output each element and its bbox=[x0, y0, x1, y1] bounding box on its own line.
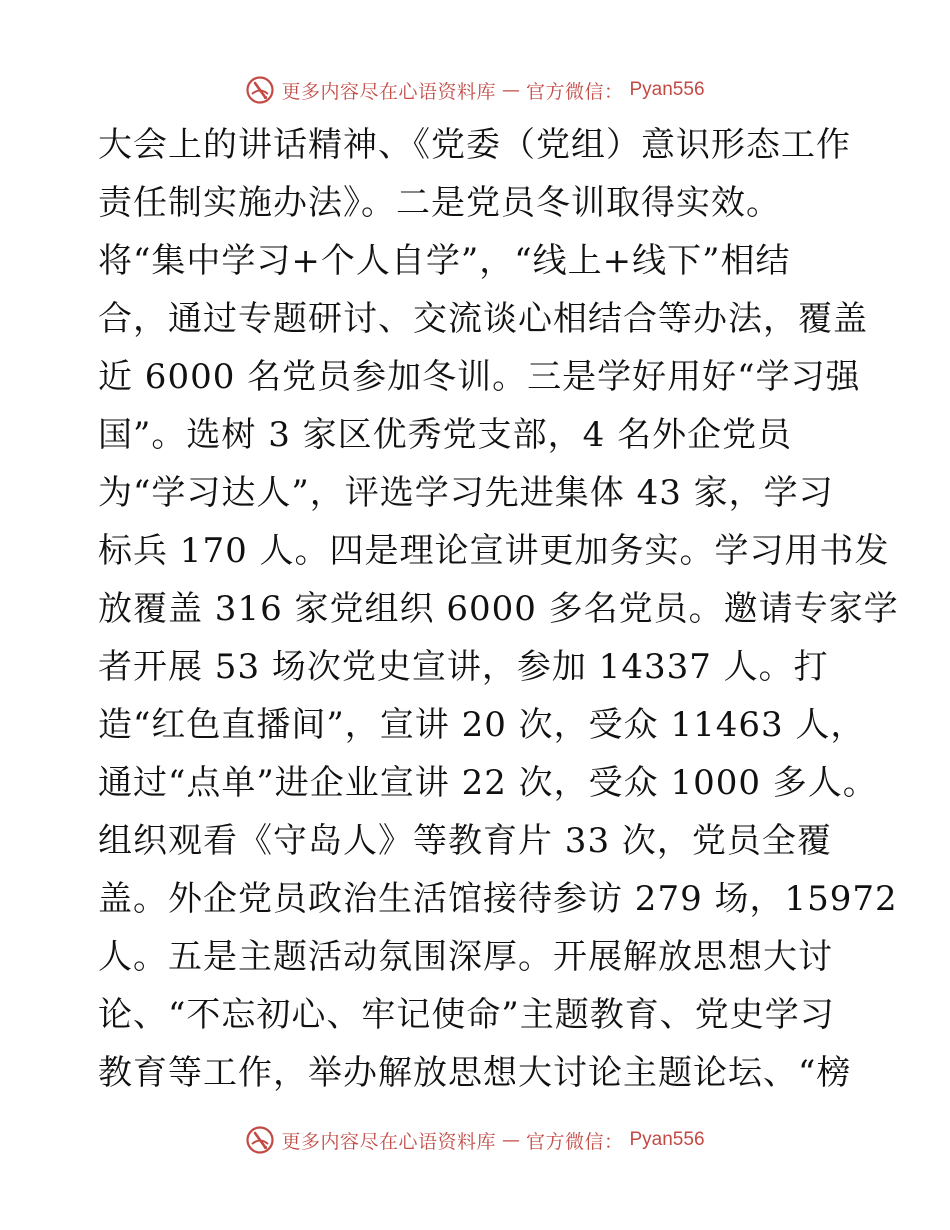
body-line: 大会上的讲话精神、《党委（党组）意识形态工作 bbox=[98, 125, 851, 165]
watermark-wechat-id: Pyan556 bbox=[629, 1129, 705, 1150]
body-line: 近 6000 名党员参加冬训。三是学好用好“学习强 bbox=[98, 357, 861, 397]
book-pen-logo-icon bbox=[245, 75, 275, 105]
body-line: 责任制实施办法》。二是党员冬训取得实效。 bbox=[98, 183, 781, 223]
body-line: 通过“点单”进企业宣讲 22 次，受众 1000 多人。 bbox=[98, 763, 878, 803]
watermark-separator: — bbox=[501, 1129, 520, 1151]
body-line: 放覆盖 316 家党组织 6000 多名党员。邀请专家学 bbox=[98, 589, 899, 629]
body-line: 教育等工作，举办解放思想大讨论主题论坛、“榜 bbox=[98, 1053, 852, 1093]
watermark-separator: — bbox=[501, 79, 520, 101]
book-pen-logo-icon bbox=[245, 1125, 275, 1155]
watermark-wechat-label: 官方微信： bbox=[525, 80, 624, 103]
body-line: 为“学习达人”，评选学习先进集体 43 家，学习 bbox=[98, 473, 834, 513]
body-line: 组织观看《守岛人》等教育片 33 次，党员全覆 bbox=[98, 821, 832, 861]
body-line: 盖。外企党员政治生活馆接待参访 279 场，15972 bbox=[98, 879, 898, 919]
header-watermark bbox=[0, 72, 950, 108]
body-line: 合，通过专题研讨、交流谈心相结合等办法，覆盖 bbox=[98, 299, 868, 339]
body-line: 者开展 53 场次党史宣讲，参加 14337 人。打 bbox=[98, 647, 829, 687]
watermark-wechat-id: Pyan556 bbox=[629, 79, 705, 100]
watermark-site-text: 更多内容尽在心语资料库 bbox=[281, 80, 496, 103]
watermark-site-text: 更多内容尽在心语资料库 bbox=[281, 1130, 496, 1153]
body-line: 人。五是主题活动氛围深厚。开展解放思想大讨 bbox=[98, 937, 833, 977]
body-line: 造“红色直播间”，宣讲 20 次，受众 11463 人， bbox=[98, 705, 866, 745]
document-body bbox=[98, 116, 899, 1102]
body-line: 论、“不忘初心、牢记使命”主题教育、党史学习 bbox=[98, 995, 835, 1035]
body-line: 国”。选树 3 家区优秀党支部，4 名外企党员 bbox=[98, 415, 793, 455]
body-line: 将“集中学习+个人自学”，“线上+线下”相结 bbox=[98, 241, 791, 281]
body-line: 标兵 170 人。四是理论宣讲更加务实。学习用书发 bbox=[98, 531, 890, 571]
footer-watermark bbox=[0, 1122, 950, 1158]
watermark-wechat-label: 官方微信： bbox=[525, 1130, 624, 1153]
